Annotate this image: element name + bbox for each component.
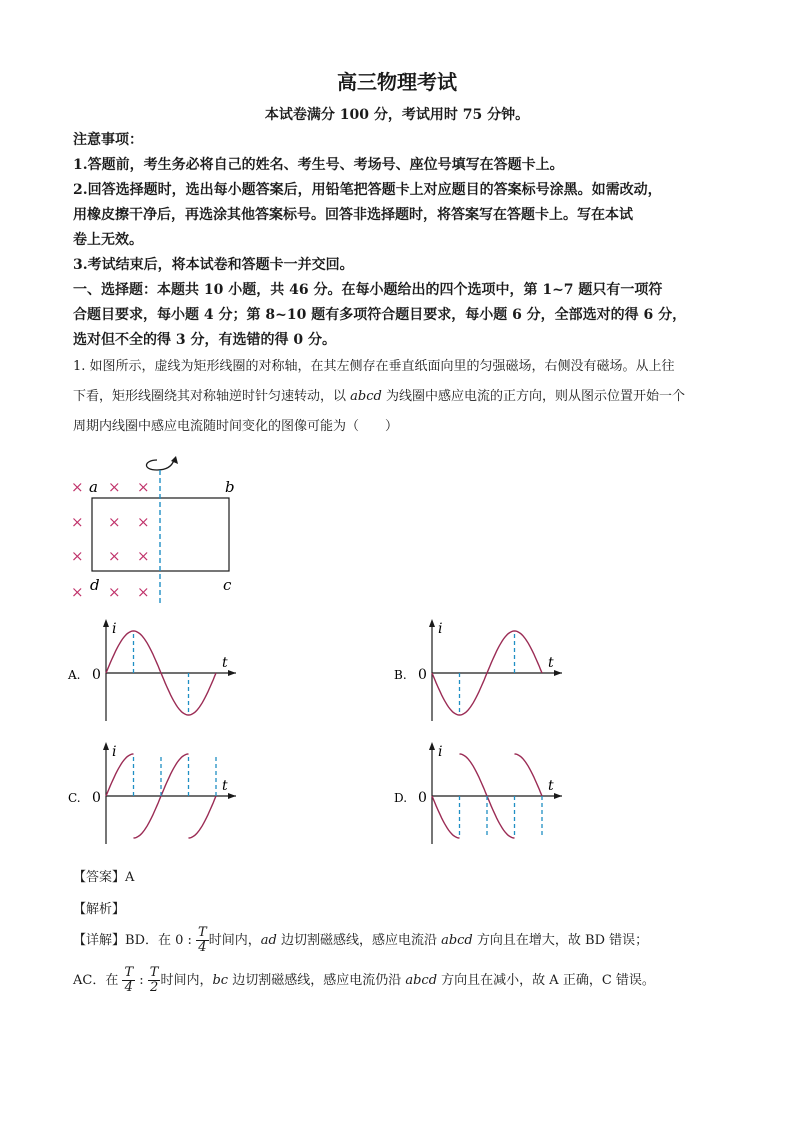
origin-label: 0 bbox=[418, 790, 427, 806]
answer-tag: 【答案】 bbox=[73, 870, 126, 885]
field-mark: × bbox=[137, 478, 150, 496]
page-title: 高三物理考试 bbox=[337, 70, 457, 94]
axis-label-i: i bbox=[438, 744, 443, 760]
option-label: D. bbox=[394, 791, 408, 805]
option-graph-c bbox=[66, 740, 256, 852]
detail-line-2 bbox=[73, 966, 655, 996]
section-line2: 合题目要求，每小题 4 分；第 8~10 题有多项符合题目要求，每小题 6 分，全部选对的得 6 分， bbox=[73, 307, 687, 323]
detail-text: AC．在 bbox=[73, 973, 123, 988]
detail-text: 时间内， bbox=[160, 973, 213, 988]
edge-ad: ad bbox=[260, 933, 277, 948]
detail-line-1 bbox=[73, 926, 648, 956]
note-item-1: 1.答题前，考生务必将自己的姓名、考生号、考场号、座位号填写在答题卡上。 bbox=[73, 157, 564, 173]
detail-text: 时间内， bbox=[208, 933, 261, 948]
y-axis-arrow-icon bbox=[103, 619, 109, 627]
q1-abcd: abcd bbox=[350, 389, 382, 404]
detail-text: 方向且在增大，故 BD 错误； bbox=[472, 933, 649, 948]
coil-figure bbox=[62, 448, 252, 608]
answer-value: A bbox=[125, 870, 135, 885]
corner-d: d bbox=[90, 576, 100, 594]
answer-line bbox=[73, 866, 134, 885]
y-axis-arrow-icon bbox=[429, 619, 435, 627]
note-item-2-line2: 用橡皮擦干净后，再选涂其他答案标号。回答非选择题时，将答案写在答题卡上。写在本试 bbox=[73, 207, 633, 223]
axis-label-i: i bbox=[438, 621, 443, 637]
frac-den: 4 bbox=[198, 940, 207, 955]
frac-den: 4 bbox=[124, 980, 133, 995]
notes-heading: 注意事项： bbox=[73, 132, 143, 148]
axis-label-t: t bbox=[548, 778, 554, 794]
x-axis-arrow-icon bbox=[228, 793, 236, 799]
origin-label: 0 bbox=[92, 790, 101, 806]
direction-abcd: abcd bbox=[441, 933, 473, 948]
section-line1: 一、选择题：本题共 10 小题，共 46 分。在每小题给出的四个选项中，第 1~7 题只有一项符 bbox=[73, 282, 663, 298]
edge-bc: bc bbox=[212, 973, 229, 988]
analysis-tag: 【解析】 bbox=[73, 902, 126, 917]
detail-text: 边切割磁感线，感应电流沿 bbox=[276, 933, 442, 948]
field-mark: × bbox=[108, 513, 121, 531]
axis-label-i: i bbox=[112, 744, 117, 760]
exam-info: 本试卷满分 100 分，考试用时 75 分钟。 bbox=[264, 107, 530, 123]
rotation-arrow-icon bbox=[146, 460, 174, 470]
question-1-line1: 1. 如图所示，虚线为矩形线圈的对称轴，在其左侧存在垂直纸面向里的匀强磁场，右侧没有磁场。从上往 bbox=[73, 359, 675, 374]
note-item-2-line3: 卷上无效。 bbox=[73, 232, 143, 248]
detail-text: 边切割磁感线，感应电流仍沿 bbox=[228, 973, 406, 988]
field-mark: × bbox=[71, 478, 84, 496]
section-line3: 选对但不全的得 3 分，有选错的得 0 分。 bbox=[73, 332, 336, 348]
x-axis-arrow-icon bbox=[228, 670, 236, 676]
frac-num: T bbox=[149, 965, 159, 980]
axis-label-t: t bbox=[222, 655, 228, 671]
q1-text: 为线圈中感应电流的正方向，则从图示位置开始一个 bbox=[381, 389, 685, 404]
field-mark: × bbox=[71, 583, 84, 601]
option-graph-a bbox=[66, 617, 256, 729]
option-label: C. bbox=[68, 791, 81, 805]
field-mark: × bbox=[71, 547, 84, 565]
corner-b: b bbox=[225, 478, 235, 496]
origin-label: 0 bbox=[92, 667, 101, 683]
question-1-line2 bbox=[73, 383, 733, 411]
note-item-2-line1: 2.回答选择题时，选出每小题答案后，用铅笔把答题卡上对应题目的答案标号涂黑。如需改动， bbox=[73, 182, 662, 198]
detail-text: BD．在 0 : bbox=[125, 933, 197, 948]
x-axis-arrow-icon bbox=[554, 670, 562, 676]
option-label: A. bbox=[68, 668, 81, 682]
frac-num: T bbox=[124, 965, 134, 980]
axis-label-t: t bbox=[548, 655, 554, 671]
y-axis-arrow-icon bbox=[429, 742, 435, 750]
field-mark: × bbox=[137, 513, 150, 531]
corner-c: c bbox=[223, 576, 232, 594]
q1-text: 下看，矩形线圈绕其对称轴逆时针匀速转动，以 bbox=[73, 389, 351, 404]
fraction-t-over-2 bbox=[148, 966, 161, 995]
origin-label: 0 bbox=[418, 667, 427, 683]
option-graph-b bbox=[392, 617, 582, 729]
direction-abcd: abcd bbox=[405, 973, 438, 988]
note-item-3: 3.考试结束后，将本试卷和答题卡一并交回。 bbox=[73, 257, 354, 273]
corner-a: a bbox=[89, 478, 98, 496]
field-mark: × bbox=[137, 583, 150, 601]
axis-label-t: t bbox=[222, 778, 228, 794]
fraction-t-over-4 bbox=[196, 926, 209, 955]
question-1-line3: 周期内线圈中感应电流随时间变化的图像可能为（ ） bbox=[73, 419, 399, 434]
detail-text: : bbox=[135, 973, 148, 988]
option-graph-d bbox=[392, 740, 582, 852]
magnetic-field-marks bbox=[71, 478, 150, 601]
field-mark: × bbox=[137, 547, 150, 565]
fraction-t-over-4 bbox=[122, 966, 135, 995]
y-axis-arrow-icon bbox=[103, 742, 109, 750]
detail-text: 方向且在减小，故 A 正确，C 错误。 bbox=[437, 973, 655, 988]
frac-num: T bbox=[198, 925, 207, 940]
field-mark: × bbox=[71, 513, 84, 531]
detail-tag: 【详解】 bbox=[73, 933, 126, 948]
field-mark: × bbox=[108, 547, 121, 565]
frac-den: 2 bbox=[149, 980, 159, 995]
x-axis-arrow-icon bbox=[554, 793, 562, 799]
field-mark: × bbox=[108, 583, 121, 601]
option-label: B. bbox=[394, 668, 407, 682]
field-mark: × bbox=[108, 478, 121, 496]
axis-label-i: i bbox=[112, 621, 117, 637]
